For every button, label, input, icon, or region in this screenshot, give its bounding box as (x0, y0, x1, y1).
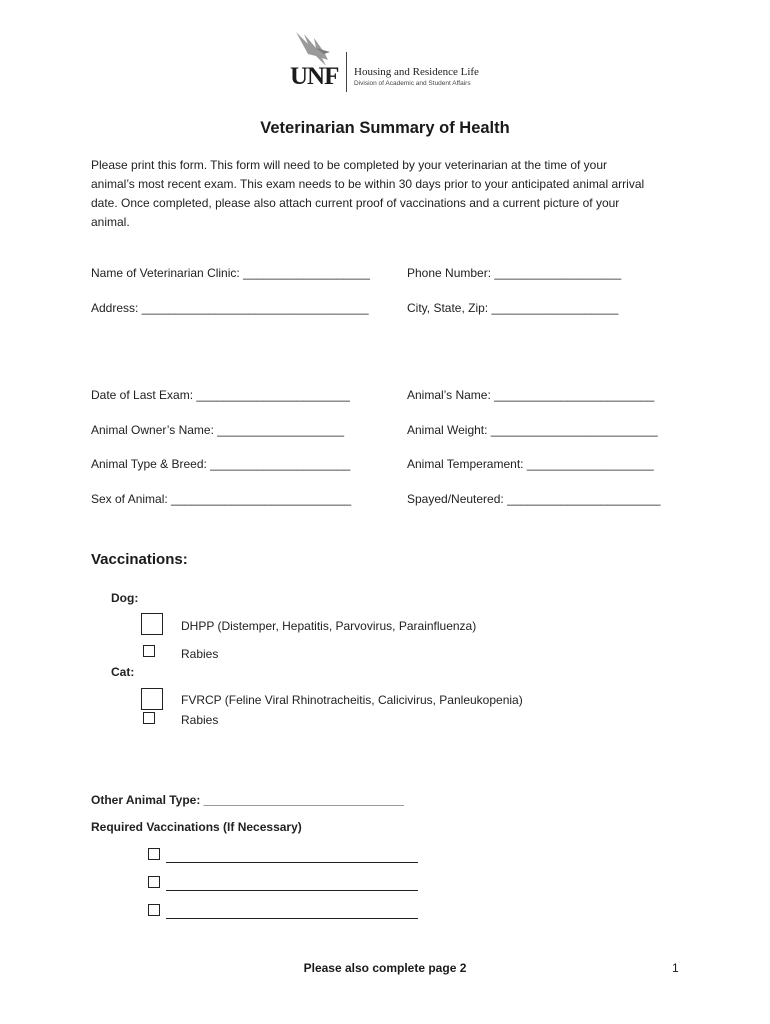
dhpp-label: DHPP (Distemper, Hepatitis, Parvovirus, Parainfluenza) (181, 619, 477, 633)
vaccinations-heading: Vaccinations: (91, 551, 188, 568)
fvrcp-label: FVRCP (Feline Viral Rhinotracheitis, Calicivirus, Panleukopenia) (181, 693, 523, 707)
logo-wordmark: UNF (290, 63, 339, 90)
dog-rabies-label: Rabies (181, 647, 219, 661)
temperament-field[interactable]: Animal Temperament: ___________________ (407, 457, 654, 471)
last-exam-date-field[interactable]: Date of Last Exam: _______________________ (91, 388, 350, 402)
logo-divider (346, 52, 347, 92)
animal-weight-field[interactable]: Animal Weight: _________________________ (407, 423, 658, 437)
owner-name-field[interactable]: Animal Owner’s Name: ___________________ (91, 423, 345, 437)
other-vaccine-line-3[interactable] (166, 918, 418, 919)
page-title: Veterinarian Summary of Health (260, 119, 510, 137)
required-vaccinations-label: Required Vaccinations (If Necessary) (91, 820, 302, 834)
other-animal-type-field[interactable]: Other Animal Type: ______________________________ (91, 793, 404, 807)
page-number: 1 (672, 961, 679, 975)
sex-field[interactable]: Sex of Animal: ___________________________ (91, 492, 352, 506)
city-state-zip-field[interactable]: City, State, Zip: ___________________ (407, 301, 619, 315)
dog-rabies-checkbox[interactable] (143, 645, 155, 657)
animal-name-field[interactable]: Animal’s Name: ________________________ (407, 388, 655, 402)
type-breed-field[interactable]: Animal Type & Breed: _____________________ (91, 457, 351, 471)
intro-paragraph: Please print this form. This form will need to be completed by your veterinarian at the time of your animal’s most recent exam. This exam needs to be within 30 days prior to your anticipated animal arrival date. Once completed, please also attach current proof of vaccinations and a current picture of your animal. (91, 158, 645, 229)
other-vaccine-checkbox-1[interactable] (148, 848, 160, 860)
cat-rabies-label: Rabies (181, 713, 219, 727)
unf-logo (290, 30, 490, 96)
clinic-name-field[interactable]: Name of Veterinarian Clinic: ___________________ (91, 266, 370, 280)
spayed-neutered-field[interactable]: Spayed/Neutered: _______________________ (407, 492, 661, 506)
cat-label: Cat: (111, 665, 135, 679)
fvrcp-checkbox[interactable] (141, 688, 163, 710)
address-field[interactable]: Address: __________________________________ (91, 301, 369, 315)
cat-rabies-checkbox[interactable] (143, 712, 155, 724)
other-vaccine-checkbox-2[interactable] (148, 876, 160, 888)
dog-label: Dog: (111, 591, 139, 605)
footer-note: Please also complete page 2 (303, 961, 467, 975)
other-vaccine-line-1[interactable] (166, 862, 418, 863)
org-division: Division of Academic and Student Affairs (354, 80, 471, 87)
other-vaccine-line-2[interactable] (166, 890, 418, 891)
org-name: Housing and Residence Life (354, 66, 479, 78)
other-vaccine-checkbox-3[interactable] (148, 904, 160, 916)
dhpp-checkbox[interactable] (141, 613, 163, 635)
phone-number-field[interactable]: Phone Number: ___________________ (407, 266, 622, 280)
